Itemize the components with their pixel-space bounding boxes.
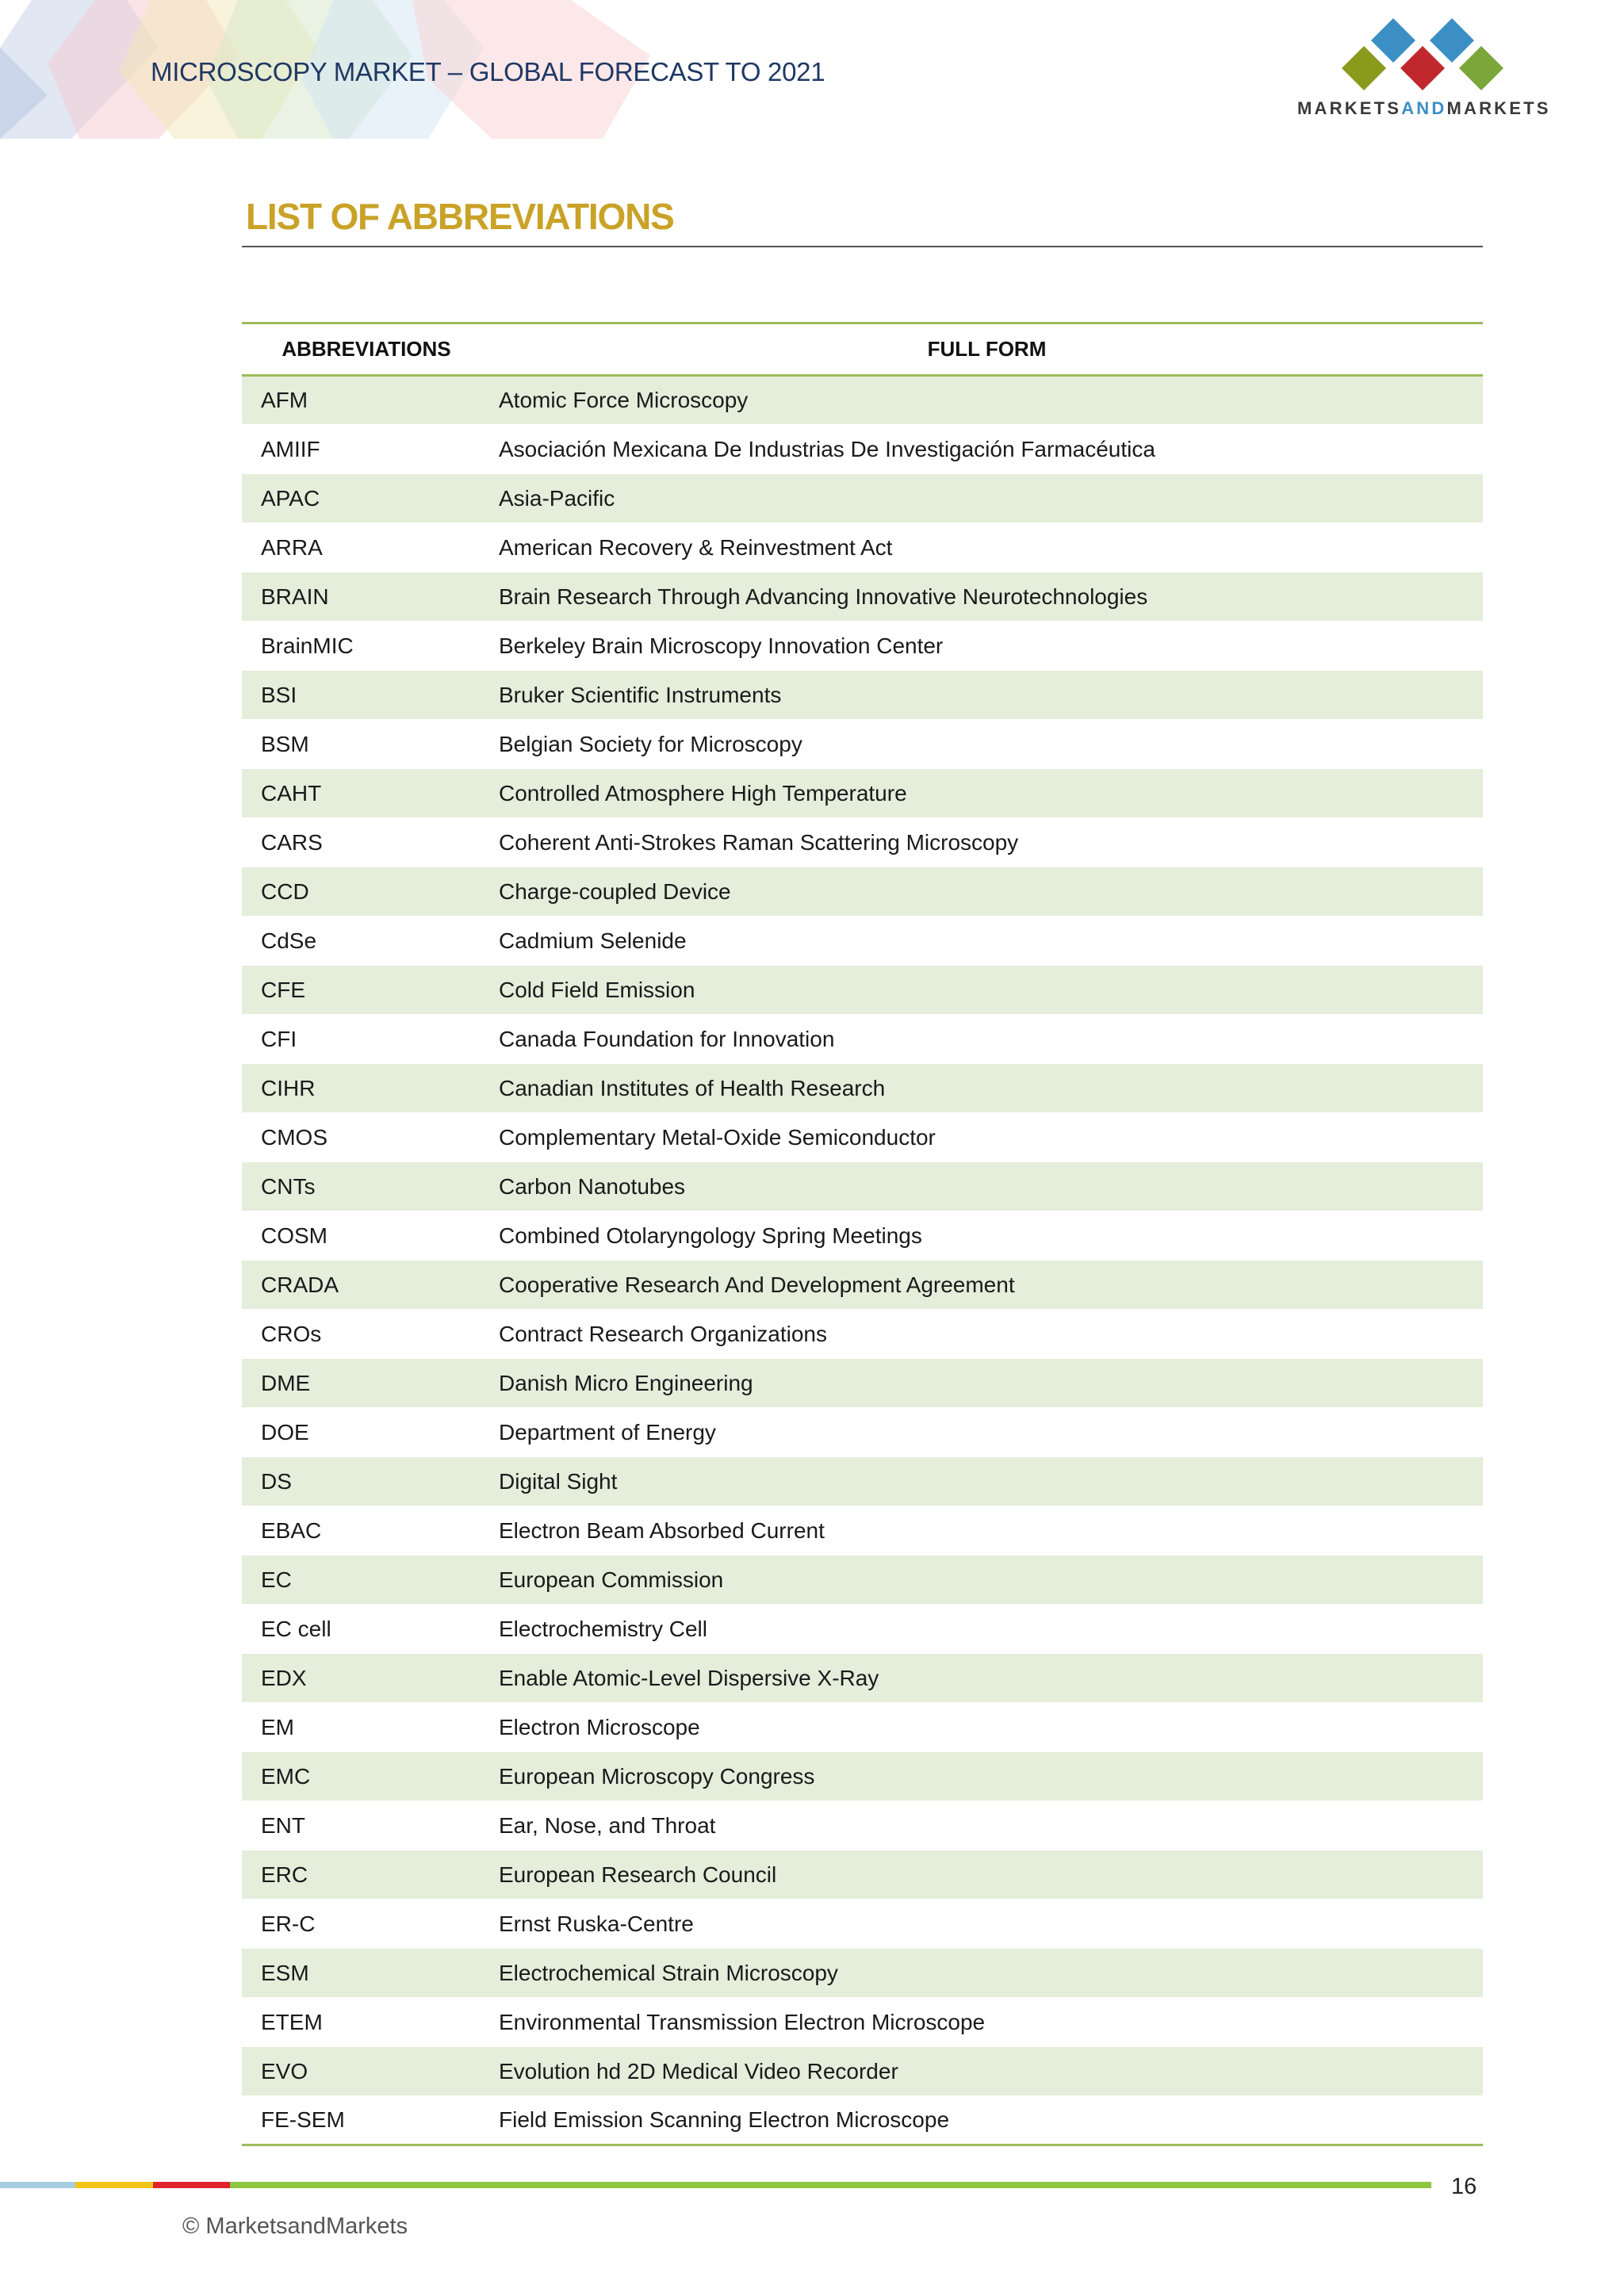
table-row <box>242 818 1483 867</box>
full-form-cell: American Recovery & Reinvestment Act <box>491 523 1483 572</box>
logo-word-markets: MARKETS <box>1297 98 1402 118</box>
abbreviation-cell: CMOS <box>242 1113 491 1162</box>
table-row <box>242 1310 1483 1359</box>
abbreviation-cell: CNTs <box>242 1162 491 1211</box>
full-form-cell: Field Emission Scanning Electron Microscope <box>491 2096 1483 2145</box>
abbreviation-cell: COSM <box>242 1211 491 1261</box>
full-form-cell: Cooperative Research And Development Agreement <box>491 1261 1483 1310</box>
abbreviation-cell: ER-C <box>242 1900 491 1949</box>
table-row <box>242 1752 1483 1801</box>
abbreviation-cell: ARRA <box>242 523 491 572</box>
abbreviation-cell: DME <box>242 1359 491 1408</box>
abbreviation-cell: CFE <box>242 966 491 1015</box>
full-form-cell: Danish Micro Engineering <box>491 1359 1483 1408</box>
footer-bar-segment-yellow <box>75 2182 153 2188</box>
abbreviation-cell: FE-SEM <box>242 2096 491 2145</box>
table-row <box>242 769 1483 818</box>
footer-bar-segment-red <box>153 2182 230 2188</box>
table-row <box>242 1900 1483 1949</box>
table-row <box>242 1359 1483 1408</box>
full-form-cell: Electrochemistry Cell <box>491 1605 1483 1654</box>
abbreviations-table <box>242 322 1483 2146</box>
abbreviation-cell: EM <box>242 1703 491 1752</box>
abbreviation-cell: APAC <box>242 474 491 523</box>
table-row <box>242 1162 1483 1211</box>
full-form-cell: Atomic Force Microscopy <box>491 376 1483 425</box>
logo-diamond-blue-right <box>1430 18 1474 63</box>
table-row <box>242 867 1483 916</box>
abbreviation-cell: AMIIF <box>242 425 491 474</box>
logo-diamond-red <box>1400 46 1445 90</box>
table-row <box>242 523 1483 572</box>
logo-word-markets-2: MARKETS <box>1446 98 1551 118</box>
table-row <box>242 720 1483 769</box>
section-title-underline <box>242 246 1483 247</box>
table-row <box>242 1850 1483 1900</box>
abbreviation-cell: ETEM <box>242 1998 491 2047</box>
table-body <box>242 376 1483 2145</box>
table-row <box>242 1113 1483 1162</box>
full-form-cell: Environmental Transmission Electron Microscope <box>491 1998 1483 2047</box>
page-number: 16 <box>1451 2174 1477 2199</box>
full-form-cell: Electron Microscope <box>491 1703 1483 1752</box>
abbreviation-cell: EC <box>242 1556 491 1605</box>
table-row <box>242 474 1483 523</box>
table-row <box>242 1949 1483 1998</box>
abbreviation-cell: BSM <box>242 720 491 769</box>
full-form-cell: Canadian Institutes of Health Research <box>491 1064 1483 1113</box>
table-header <box>242 323 1483 376</box>
abbreviation-cell: EBAC <box>242 1506 491 1556</box>
abbreviation-cell: ENT <box>242 1801 491 1850</box>
full-form-cell: Cold Field Emission <box>491 966 1483 1015</box>
table-row <box>242 671 1483 720</box>
full-form-cell: Charge-coupled Device <box>491 867 1483 916</box>
table-row <box>242 1457 1483 1506</box>
abbreviation-cell: CdSe <box>242 916 491 966</box>
full-form-cell: Electrochemical Strain Microscopy <box>491 1949 1483 1998</box>
table-row <box>242 572 1483 622</box>
logo-wordmark <box>1297 98 1551 119</box>
logo-diamond-blue-left <box>1371 18 1415 63</box>
full-form-cell: Complementary Metal-Oxide Semiconductor <box>491 1113 1483 1162</box>
footer-bar-segment-green <box>230 2182 1431 2188</box>
abbreviation-cell: DS <box>242 1457 491 1506</box>
abbreviation-cell: CIHR <box>242 1064 491 1113</box>
table-row <box>242 1703 1483 1752</box>
table-row <box>242 916 1483 966</box>
full-form-cell: European Commission <box>491 1556 1483 1605</box>
full-form-cell: Asia-Pacific <box>491 474 1483 523</box>
logo-diamond-green <box>1459 46 1503 90</box>
logo-word-and: AND <box>1401 98 1447 118</box>
abbreviation-cell: EMC <box>242 1752 491 1801</box>
abbreviation-cell: EVO <box>242 2047 491 2096</box>
table-row <box>242 1261 1483 1310</box>
full-form-cell: Cadmium Selenide <box>491 916 1483 966</box>
report-title: MICROSCOPY MARKET – GLOBAL FORECAST TO 2021 <box>151 57 825 86</box>
table-row <box>242 1801 1483 1850</box>
full-form-cell: Evolution hd 2D Medical Video Recorder <box>491 2047 1483 2096</box>
abbreviation-cell: ESM <box>242 1949 491 1998</box>
section-title: LIST OF ABBREVIATIONS <box>246 196 674 237</box>
full-form-cell: Brain Research Through Advancing Innovative Neurotechnologies <box>491 572 1483 622</box>
abbreviation-cell: AFM <box>242 376 491 425</box>
full-form-cell: Digital Sight <box>491 1457 1483 1506</box>
abbreviation-cell: BSI <box>242 671 491 720</box>
table-row <box>242 1605 1483 1654</box>
table-row <box>242 1064 1483 1113</box>
table-header-row <box>242 323 1483 376</box>
full-form-cell: Combined Otolaryngology Spring Meetings <box>491 1211 1483 1261</box>
footer-color-bar <box>0 2182 1431 2188</box>
abbreviation-cell: ERC <box>242 1850 491 1900</box>
abbreviation-cell: EC cell <box>242 1605 491 1654</box>
abbreviation-cell: CCD <box>242 867 491 916</box>
table-row <box>242 2047 1483 2096</box>
column-header-abbreviations: ABBREVIATIONS <box>242 323 491 376</box>
footer-bar-segment-blue <box>0 2182 75 2188</box>
full-form-cell: Department of Energy <box>491 1408 1483 1457</box>
abbreviation-cell: CRADA <box>242 1261 491 1310</box>
column-header-full-form: FULL FORM <box>491 323 1483 376</box>
abbreviation-cell: EDX <box>242 1654 491 1703</box>
table-row <box>242 2096 1483 2145</box>
full-form-cell: Electron Beam Absorbed Current <box>491 1506 1483 1556</box>
abbreviation-cell: CFI <box>242 1015 491 1064</box>
table-row <box>242 376 1483 425</box>
full-form-cell: Ear, Nose, and Throat <box>491 1801 1483 1850</box>
table-row <box>242 425 1483 474</box>
logo-diamond-olive <box>1342 46 1386 90</box>
full-form-cell: Ernst Ruska-Centre <box>491 1900 1483 1949</box>
full-form-cell: Coherent Anti-Strokes Raman Scattering Microscopy <box>491 818 1483 867</box>
table-row <box>242 622 1483 671</box>
full-form-cell: Asociación Mexicana De Industrias De Investigación Farmacéutica <box>491 425 1483 474</box>
abbreviation-cell: CARS <box>242 818 491 867</box>
abbreviation-cell: CAHT <box>242 769 491 818</box>
table-row <box>242 1654 1483 1703</box>
full-form-cell: Enable Atomic-Level Dispersive X-Ray <box>491 1654 1483 1703</box>
full-form-cell: Carbon Nanotubes <box>491 1162 1483 1211</box>
abbreviation-cell: CROs <box>242 1310 491 1359</box>
table-row <box>242 1015 1483 1064</box>
abbreviation-cell: DOE <box>242 1408 491 1457</box>
table-row <box>242 1556 1483 1605</box>
full-form-cell: Canada Foundation for Innovation <box>491 1015 1483 1064</box>
full-form-cell: Bruker Scientific Instruments <box>491 671 1483 720</box>
table-row <box>242 966 1483 1015</box>
full-form-cell: Berkeley Brain Microscopy Innovation Center <box>491 622 1483 671</box>
abbreviation-cell: BrainMIC <box>242 622 491 671</box>
full-form-cell: Belgian Society for Microscopy <box>491 720 1483 769</box>
full-form-cell: European Microscopy Congress <box>491 1752 1483 1801</box>
table-row <box>242 1211 1483 1261</box>
table-row <box>242 1506 1483 1556</box>
full-form-cell: Contract Research Organizations <box>491 1310 1483 1359</box>
full-form-cell: Controlled Atmosphere High Temperature <box>491 769 1483 818</box>
table-row <box>242 1998 1483 2047</box>
table-row <box>242 1408 1483 1457</box>
abbreviation-cell: BRAIN <box>242 572 491 622</box>
full-form-cell: European Research Council <box>491 1850 1483 1900</box>
copyright-notice: © MarketsandMarkets <box>182 2214 408 2239</box>
